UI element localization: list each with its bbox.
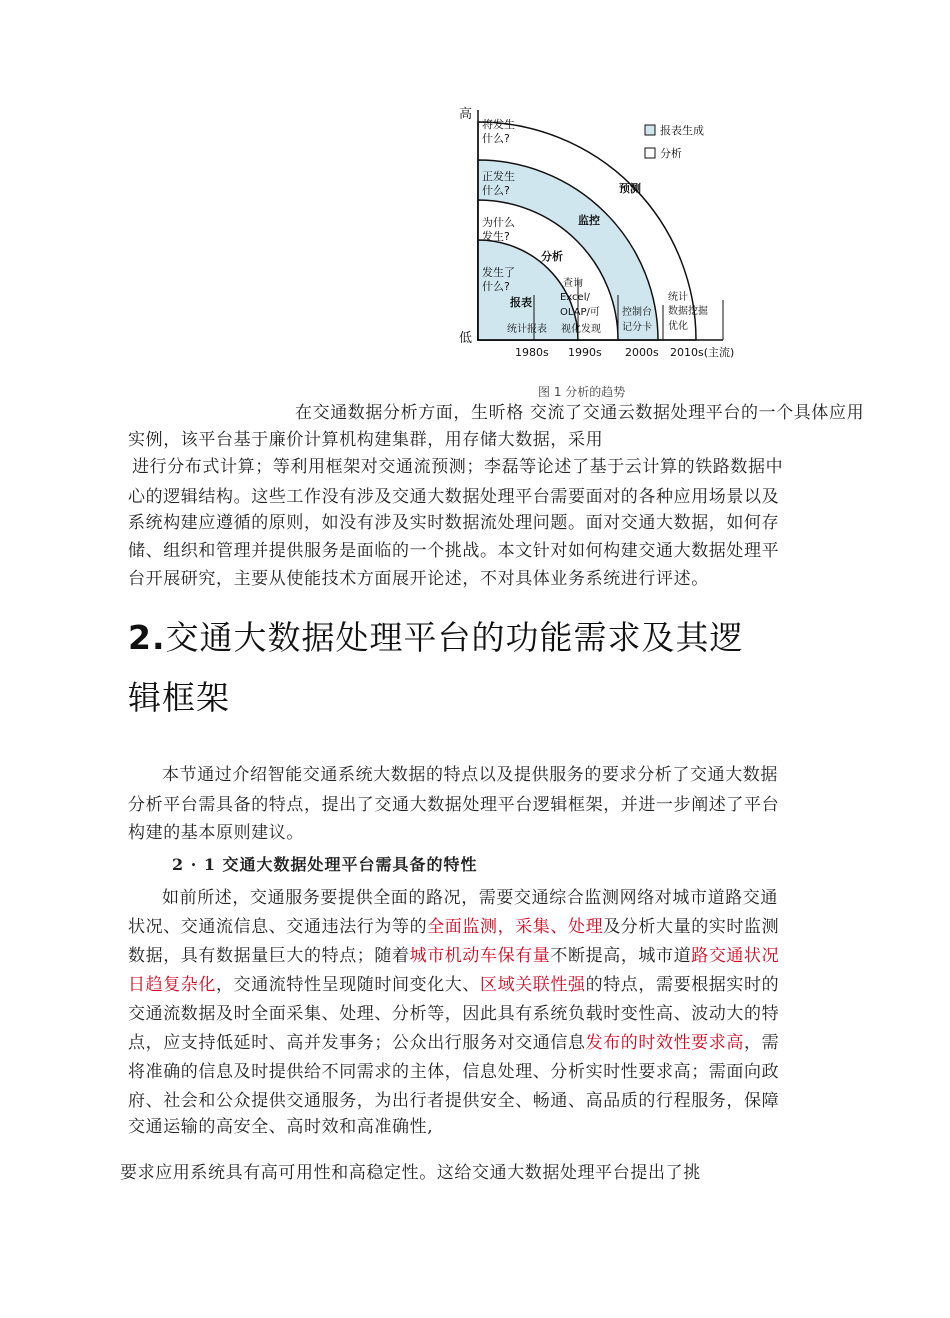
text-run: 的特点，需要根据实时的 (585, 975, 780, 995)
heading-number: 2. (128, 618, 166, 657)
intro-line: 心的逻辑结构。这些工作没有涉及交通大数据处理平台需要面对的各种应用场景以及 (128, 487, 780, 507)
decade-text: 记分卡 (622, 322, 652, 333)
intro-line: 台开展研究，主要从使能技术方面展开论述，不对具体业务系统进行评述。 (128, 569, 709, 589)
heading-line2: 辑框架 (128, 678, 230, 717)
question: 为什么 (482, 216, 515, 229)
x-label: 1980s (515, 346, 549, 359)
intro-line: 储、组织和管理并提供服务是面临的一个挑战。本文针对如何构建交通大数据处理平 (128, 541, 780, 561)
question: 什么? (482, 184, 510, 197)
body-line: 府、社会和公众提供交通服务，为出行者提供安全、畅通、高品质的行程服务，保障 (128, 1091, 780, 1111)
decade-text: 数据挖掘 (668, 306, 708, 317)
body-line: 要求应用系统具有高可用性和高稳定性。这给交通大数据处理平台提出了挑 (120, 1163, 701, 1183)
band-label-predict: 预测 (619, 182, 641, 195)
text-run: 点，应支持低延时、高并发事务；公众出行服务对交通信息 (128, 1033, 586, 1053)
trend-diagram (455, 100, 765, 370)
decade-text: 优化 (668, 321, 688, 332)
legend-report: 报表生成 (660, 124, 704, 137)
decade-text: 统计报表 (507, 324, 547, 335)
body-line: 如前所述，交通服务要提供全面的路况，需要交通综合监测网络对城市道路交通 (162, 888, 778, 908)
text-run: ，需 (744, 1033, 780, 1053)
body-line: 将准确的信息及时提供给不同需求的主体，信息处理、分析实时性要求高；需面向政 (128, 1062, 780, 1082)
intro-line: 在交通数据分析方面，生昕格 交流了交通云数据处理平台的一个具体应用 (295, 403, 865, 423)
text-run: 不断提高，城市道 (550, 946, 692, 966)
body-line (128, 970, 779, 1001)
highlight-run: 路交通状况 (691, 946, 780, 966)
decade-text: 统计 (668, 292, 688, 303)
axis-low: 低 (459, 331, 473, 346)
text-run: 数据，具有数据量巨大的特点；随着 (128, 946, 410, 966)
question: 什么? (482, 132, 510, 145)
body-line (128, 912, 779, 943)
band-label-report: 报表 (510, 296, 532, 309)
intro-line: 实例，该平台基于廉价计算机构建集群，用存储大数据，采用 (128, 430, 604, 450)
question: 将发生 (482, 118, 515, 131)
band-label-analysis: 分析 (541, 250, 563, 263)
intro-line: 系统构建应遵循的原则，如没有涉及实时数据流处理问题。面对交通大数据，如何存 (128, 513, 780, 533)
x-label: 1990s (568, 346, 602, 359)
highlight-run: 日趋复杂化 (128, 975, 216, 995)
question: 什么? (482, 280, 510, 293)
section-intro-line: 分析平台需具备的特点，提出了交通大数据处理平台逻辑框架，并进一步阐述了平台 (128, 795, 780, 815)
subsection-heading: 2 · 1 交通大数据处理平台需具备的特性 (172, 855, 478, 874)
legend-swatch-analysis (645, 148, 655, 158)
highlight-run: 区域关联性强 (480, 975, 586, 995)
decade-text: 查询 (563, 278, 583, 289)
decade-text: 控制台 (622, 307, 652, 318)
question: 发生了 (482, 266, 515, 279)
highlight-run: 城市机动车保有量 (409, 946, 551, 966)
text-run: 及分析大量的实时监测 (603, 917, 780, 937)
x-label: 2010s(主流) (670, 346, 735, 359)
decade-text: OLAP/可 (560, 307, 600, 318)
section-intro-line: 本节通过介绍智能交通系统大数据的特点以及提供服务的要求分析了交通大数据 (162, 765, 778, 785)
section-heading (128, 612, 744, 659)
analysis-trend-figure (455, 100, 765, 370)
legend-analysis: 分析 (660, 147, 682, 160)
x-label: 2000s (625, 346, 659, 359)
highlight-run: 全面监测，采集、处理 (427, 917, 604, 937)
body-line (128, 941, 779, 972)
body-line: 交通运输的高安全、高时效和高准确性, (128, 1117, 434, 1137)
text-run: ，交通流特性呈现随时间变化大、 (216, 975, 480, 995)
section-intro-line: 构建的基本原则建议。 (128, 823, 304, 843)
band-label-monitor: 监控 (578, 214, 600, 227)
heading-line1: 交通大数据处理平台的功能需求及其逻 (165, 618, 744, 657)
text-run: 状况、交通流信息、交通违法行为等的 (128, 917, 428, 937)
body-line: 交通流数据及时全面采集、处理、分析等，因此具有系统负载时变性高、波动大的特 (128, 1004, 780, 1024)
question: 正发生 (482, 170, 515, 183)
legend-swatch-report (645, 125, 655, 135)
figure-caption: 图 1 分析的趋势 (538, 385, 626, 399)
decade-text: Excel/ (560, 292, 590, 303)
highlight-run: 发布的时效性要求高 (585, 1033, 745, 1053)
decade-text: 视化发现 (561, 324, 601, 335)
question: 发生? (482, 230, 510, 243)
intro-line: 进行分布式计算；等利用框架对交通流预测；李磊等论述了基于云计算的铁路数据中 (132, 457, 784, 477)
axis-high: 高 (459, 107, 473, 122)
body-line (128, 1028, 779, 1059)
